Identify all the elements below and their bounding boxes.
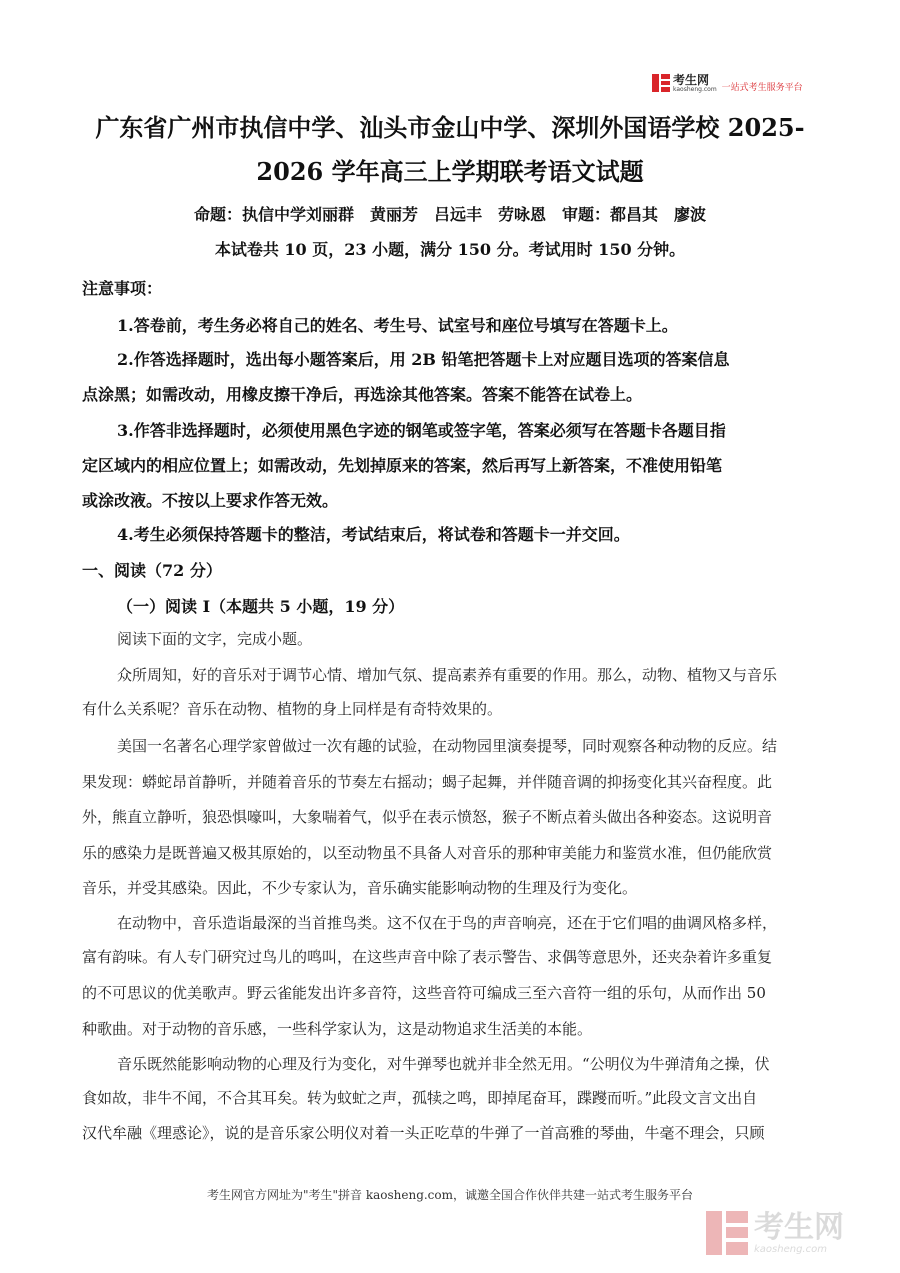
- watermark-name: 考生网: [754, 1209, 844, 1245]
- passage-line: 有什么关系呢？音乐在动物、植物的身上同样是有奇特效果的。: [82, 700, 503, 718]
- passage-line: 音乐既然能影响动物的心理及行为变化，对牛弹琴也就并非全然无用。“公明仪为牛弹清角之操，伏: [117, 1055, 770, 1073]
- passage-line: 美国一名著名心理学家曾做过一次有趣的试验，在动物园里演奏提琴，同时观察各种动物的反应。结: [117, 737, 778, 755]
- notice-line: 2.作答选择题时，选出每小题答案后，用 2B 铅笔把答题卡上对应题目选项的答案信息: [117, 350, 730, 369]
- brand-logo: [652, 72, 803, 94]
- exam-info: 本试卷共 10 页，23 小题，满分 150 分。考试用时 150 分钟。: [214, 240, 686, 259]
- kaosheng-logo-icon: [652, 74, 670, 92]
- passage-line: 在动物中，音乐造诣最深的当首推鸟类。这不仅在于鸟的声音响亮，还在于它们唱的曲调风格多样，: [117, 914, 778, 932]
- passage-line: 种歌曲。对于动物的音乐感，一些科学家认为，这是动物追求生活美的本能。: [82, 1020, 593, 1038]
- page-footer: 考生网官方网址为"考生"拼音 kaosheng.com，诚邀全国合作伙伴共建一站式考生服务平台: [206, 1188, 694, 1202]
- kaosheng-watermark-icon: [706, 1211, 748, 1255]
- notice-line: 1.答卷前，考生务必将自己的姓名、考生号、试室号和座位号填写在答题卡上。: [117, 316, 678, 335]
- subsection-heading: （一）阅读 I（本题共 5 小题，19 分）: [117, 597, 405, 616]
- reading-instruction: 阅读下面的文字，完成小题。: [117, 630, 313, 648]
- section-heading: 一、阅读（72 分）: [82, 561, 222, 580]
- passage-line: 汉代牟融《理惑论》，说的是音乐家公明仪对着一头正吃草的牛弹了一首高雅的琴曲，牛毫不理会，只顾: [82, 1124, 765, 1142]
- passage-line: 食如故，非牛不闻，不合其耳矣。转为蚊虻之声，孤犊之鸣，即掉尾奋耳，蹀躞而听。”此段文言文出自: [82, 1089, 758, 1107]
- passage-line: 众所周知，好的音乐对于调节心情、增加气氛、提高素养有重要的作用。那么，动物、植物又与音乐: [117, 666, 778, 684]
- passage-line: 果发现：蟒蛇昂首静听，并随着音乐的节奏左右摇动；蝎子起舞，并伴随音调的抑扬变化其兴奋程度。此: [82, 773, 773, 791]
- notice-line: 定区域内的相应位置上；如需改动，先划掉原来的答案，然后再写上新答案，不准使用铅笔: [82, 456, 723, 475]
- passage-line: 乐的感染力是既普遍又极其原始的，以至动物虽不具备人对音乐的那种审美能力和鉴赏水准，但仍能欣赏: [82, 844, 773, 862]
- notice-heading: 注意事项：: [82, 279, 163, 298]
- brand-url: kaosheng.com: [673, 85, 717, 93]
- notice-line: 3.作答非选择题时，必须使用黑色字迹的钢笔或签字笔，答案必须写在答题卡各题目指: [117, 421, 726, 440]
- passage-line: 富有韵味。有人专门研究过鸟儿的鸣叫，在这些声音中除了表示警告、求偶等意思外，还夹杂着许多重复: [82, 948, 773, 966]
- passage-line: 音乐，并受其感染。因此，不少专家认为，音乐确实能影响动物的生理及行为变化。: [82, 879, 638, 897]
- exam-title-line-2: 2026 学年高三上学期联考语文试题: [256, 157, 644, 186]
- brand-slogan: 一站式考生服务平台: [721, 82, 803, 93]
- watermark: [706, 1205, 892, 1261]
- notice-line: 点涂黑；如需改动，用橡皮擦干净后，再选涂其他答案。答案不能答在试卷上。: [82, 385, 643, 404]
- notice-line: 或涂改液。不按以上要求作答无效。: [82, 491, 339, 510]
- exam-title-line-1: 广东省广州市执信中学、汕头市金山中学、深圳外国语学校 2025-: [95, 113, 805, 142]
- passage-line: 的不可思议的优美歌声。野云雀能发出许多音符，这些音符可编成三至六音符一组的乐句，从而作出 50: [82, 984, 766, 1002]
- watermark-url: kaosheng.com: [754, 1243, 827, 1255]
- notice-line: 4.考生必须保持答题卡的整洁，考试结束后，将试卷和答题卡一并交回。: [117, 525, 630, 544]
- passage-line: 外，熊直立静听，狼恐惧嚎叫，大象喘着气，似乎在表示愤怒，猴子不断点着头做出各种姿态。这说明音: [82, 808, 773, 826]
- exam-authors: 命题：执信中学刘丽群 黄丽芳 吕远丰 劳咏恩 审题：都昌其 廖波: [193, 205, 706, 224]
- brand-name: 考生网: [673, 72, 710, 87]
